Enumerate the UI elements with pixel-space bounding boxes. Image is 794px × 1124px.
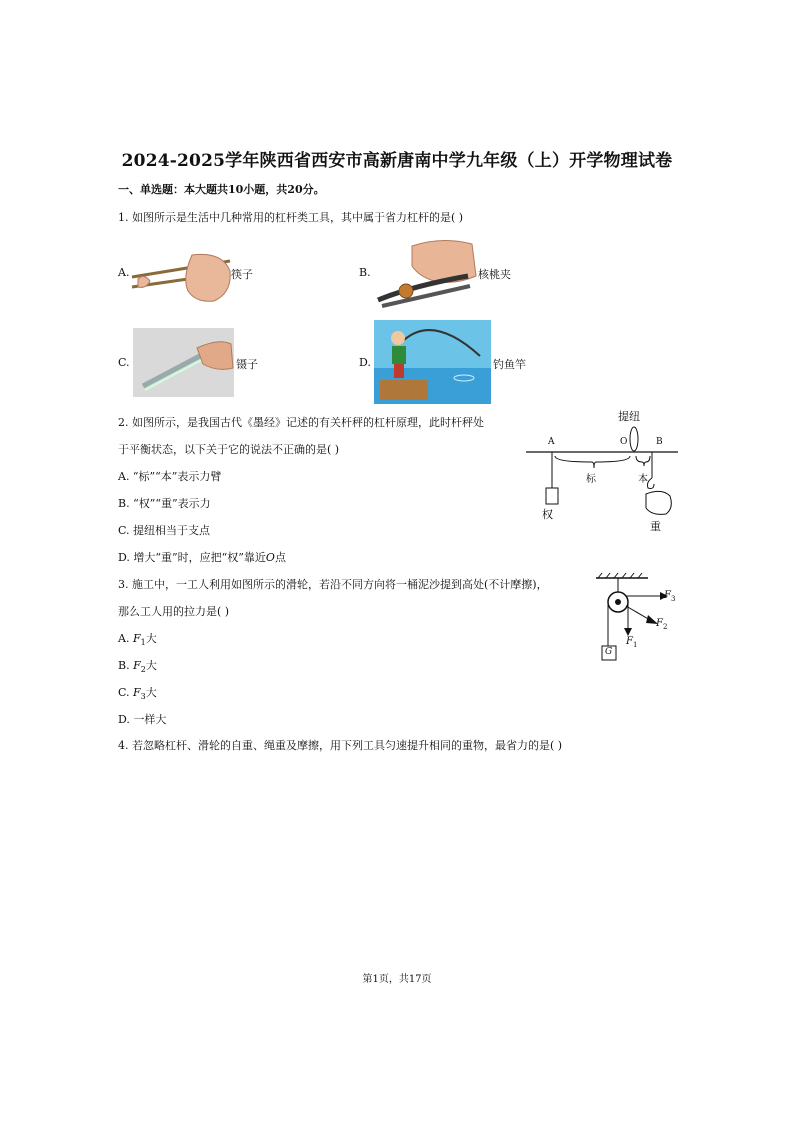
q3-option-c-label: C.	[118, 686, 130, 699]
q3-option-a-label: A.	[118, 632, 130, 645]
q3-option-b-tail: 大	[145, 659, 157, 672]
f2-var: F	[656, 618, 663, 629]
tizu-label: 提纽	[618, 410, 640, 423]
q1-option-d-caption: 钓鱼竿	[493, 358, 526, 371]
q3-option-a-sub: 1	[140, 638, 146, 648]
q3-option-c-tail: 大	[145, 686, 157, 699]
tweezers-image	[133, 328, 234, 397]
q3-option-c	[118, 684, 157, 701]
q2-stem-line2: 于平衡状态，以下关于它的说法不正确的是( )	[118, 443, 340, 456]
q3-option-b-sub: 2	[140, 665, 146, 675]
q3-stem-line1: 3. 施工中，一工人利用如图所示的滑轮，若沿不同方向将一桶泥沙提到高处(不计摩擦)，	[118, 578, 548, 591]
f2-label	[656, 618, 667, 631]
q4-stem: 4. 若忽略杠杆、滑轮的自重、绳重及摩擦，用下列工具匀速提升相同的重物，最省力的是( )	[118, 739, 563, 752]
f2-sub: 2	[662, 623, 668, 631]
q2-option-d-text: D. 增大“重”时，应把“权”靠近	[118, 551, 266, 564]
chopsticks-image	[130, 247, 234, 305]
point-a-label: A	[548, 437, 555, 447]
q1-option-b-label: B.	[359, 266, 371, 279]
f1-label	[626, 636, 637, 649]
q3-option-b-label: B.	[118, 659, 130, 672]
q3-option-d-tail: 一样大	[133, 713, 167, 726]
q1-option-c-label: C.	[118, 356, 130, 369]
f3-sub: 3	[670, 595, 676, 603]
nutcracker-image	[372, 236, 478, 312]
q2-option-d	[118, 549, 286, 565]
q2-option-a: A. “标”“本”表示力臂	[118, 470, 222, 483]
quan-label: 权	[542, 508, 553, 521]
q2-option-c: C. 提纽相当于支点	[118, 524, 211, 537]
zhong-label: 重	[650, 520, 661, 533]
f3-label	[664, 590, 675, 603]
q3-option-d	[118, 711, 166, 727]
section-heading: 一、单选题：本大题共10小题，共20分。	[118, 183, 325, 196]
page-footer: 第1页，共17页	[362, 974, 432, 985]
q3-option-a	[118, 630, 157, 647]
weight-g-label: G	[605, 647, 613, 657]
q3-option-d-label: D.	[118, 713, 130, 726]
q3-option-c-sub: 3	[140, 692, 146, 702]
f1-sub: 1	[632, 641, 638, 649]
q2-stem-line1: 2. 如图所示，是我国古代《墨经》记述的有关杆秤的杠杆原理，此时杆秤处	[118, 416, 484, 429]
q1-stem: 1. 如图所示是生活中几种常用的杠杆类工具，其中属于省力杠杆的是( )	[118, 211, 464, 224]
steelyard-diagram	[522, 412, 682, 537]
f3-var: F	[664, 590, 671, 601]
q2-option-d-tail: 点	[274, 551, 286, 564]
q3-option-b	[118, 657, 157, 674]
q3-stem-line2: 那么工人用的拉力是( )	[118, 605, 230, 618]
q3-option-a-tail: 大	[145, 632, 157, 645]
f1-var: F	[626, 636, 633, 647]
page-title: 2024-2025学年陕西省西安市高新唐南中学九年级（上）开学物理试卷	[121, 151, 673, 171]
q1-option-a-caption: 筷子	[231, 268, 253, 281]
q2-option-b: B. “权”“重”表示力	[118, 497, 211, 510]
q1-option-b-caption: 核桃夹	[478, 268, 511, 281]
pulley-diagram	[592, 570, 682, 662]
biao-label: 标	[586, 474, 596, 485]
point-b-label: B	[656, 437, 663, 447]
q1-option-c-caption: 镊子	[236, 358, 258, 371]
fishing-rod-image	[374, 320, 491, 404]
q1-option-a-label: A.	[118, 266, 130, 279]
q3-option-c-var: F	[133, 686, 141, 699]
ben-label: 本	[638, 474, 648, 485]
q2-option-d-var: O	[265, 551, 275, 564]
q1-option-d-label: D.	[359, 356, 371, 369]
q3-option-a-var: F	[132, 632, 141, 645]
point-o-label: O	[620, 437, 628, 447]
q3-option-b-var: F	[133, 659, 141, 672]
